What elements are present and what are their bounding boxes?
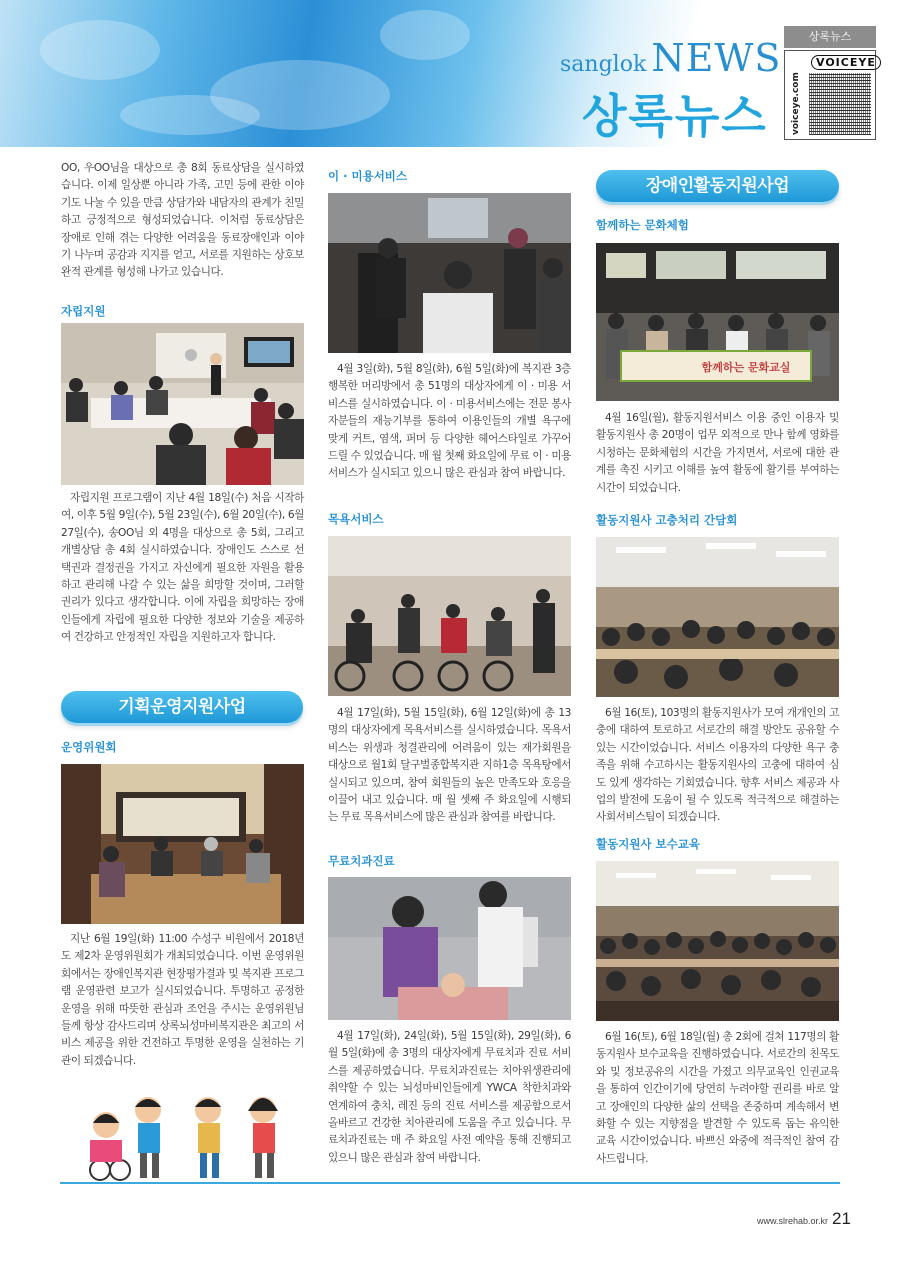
section-title-committee: 운영위원회 [61,740,117,754]
voiceye-side: voiceye.com [791,72,801,135]
photo-committee [61,764,304,924]
independence-body: 자립지원 프로그램이 지난 4월 18일(수) 처음 시작하여, 이후 5월 9일(수), 5월 23일(수), 6월 20일(수), 6월 27일(수), 송OO님 외 4명을 대상으로 총 5회, 그리고 개별상담 총 4회 실시하였습니다. 장애인도 스스로 선택권과 결정권을 가지고 자신에게 필요한 자원을 활용하고 관리해 나갈 수 있는 삶을 희망할 것이며, 그러할 권리가 있다고 생각합니다. 이에 자립을 희망하는 장애인들에게 자립에 필요한 다양한 정보와 기술을 제공하여 건강하고 안정적인 자립을 지원하고자 합니다. [61,492,304,644]
photo-hair [328,193,571,353]
brand-en-big: NEWS [651,36,782,80]
voiceye-title: VOICEYE [811,55,881,70]
hair-body: 4월 3일(화), 5월 8일(화), 6월 5일(화)에 복지관 3층 행복한 머리방에서 총 51명의 대상자에게 이 · 미용 서비스를 실시하였습니다. 이 · 미용서비스에는 전문 봉사자분들의 재능기부를 통하여 이용인들의 개별 욕구에 맞게 커트, 염색, 퍼머 등 다양한 헤어스타일로 가꾸어 드릴 수 있었습니다. 매 월 첫째 화요일에 무료 이 · 미용서비스가 실시되고 있으니 많은 관심과 참여 바랍니다. [328,363,571,480]
brand-english [560,36,781,80]
intro-paragraph: OO, 우OO님을 대상으로 총 8회 동료상담을 실시하였습니다. 이제 일상뿐 아니라 가족, 고민 등에 관한 이야기도 나눌 수 있을 만큼 상담가와 내담자의 관계가 친밀하고 긍정적으로 형성되었습니다. 이처럼 동료상담은 장애로 인해 겪는 다양한 어려움을 동료장애인과 이야기 나누며 공감과 지지를 얻고, 서로를 지원하는 상호보완적 관계를 형성해 나가고 있습니다. [61,162,304,279]
section-title-culture: 함께하는 문화체험 [596,218,689,232]
column-1-lower [61,490,304,647]
bath-text [328,705,571,827]
dental-body: 4월 17일(화), 24일(화), 5월 15일(화), 29일(화), 6월 5일(화)에 총 3명의 대상자에게 무료치과 진료 서비스를 제공하였습니다. 무료치과진료는 치아위생관리에 취약할 수 있는 뇌성마비인들에게 YWCA 착한치과와 연계하여 충치, 레진 등의 진료 서비스를 제공함으로서 올바르고 건강한 치아관리에 도움을 주고 있습니다. 무료치과진료는 매 주 화요일 사전 예약을 통해 진행되고 있으니 많은 관심과 참여 바랍니다. [328,1030,571,1164]
photo-hall-graphic [596,537,839,697]
footer-url[interactable]: www.slrehab.or.kr [757,1216,829,1226]
photo-banner-text: 함께하는 문화교실 [701,361,791,374]
section-title-hair: 이 · 미용서비스 [328,169,408,183]
section-title-education: 활동지원사 보수교육 [596,837,700,851]
grievance-body: 6월 16(토), 103명의 활동지원사가 모여 개개인의 고충에 대하여 토로하고 서로간의 해결 방안도 공유할 수 있는 시간이었습니다. 서비스 이용자의 다양한 욕구 충족을 위해 수고하시는 활동지원사의 고충에 대하여 심도 있게 생각하는 기회였습니다. 향후 서비스 제공과 사업의 발전에 도움이 될 수 있도록 적극적으로 해결하는 사회서비스팀이 되겠습니다. [596,707,839,824]
voiceye-code [784,50,876,140]
photo-audience-graphic [596,861,839,1021]
culture-body: 4월 16일(월), 활동지원서비스 이용 중인 이용자 및 활동지원사 총 20명이 업무 외적으로 만나 함께 영화를 시청하는 문화체험의 시간을 가지면서, 서로에 대한 관계를 촉진 시키고 이해를 높여 활동에 활기를 부여하는 시간이 되었습니다. [596,412,839,494]
photo-meeting-graphic [61,764,304,924]
brand-en-small: sanglok [560,52,647,77]
banner-planning-support: 기획운영지원사업 [61,691,303,723]
footer-divider [60,1182,840,1184]
voiceye-pattern [809,73,871,135]
hair-text [328,361,571,483]
page-number: 21 [832,1209,851,1228]
section-title-grievance: 활동지원사 고충처리 간담회 [596,513,738,527]
photo-bath [328,536,571,696]
children-illustration [78,1085,298,1185]
photo-dental [328,877,571,1020]
dental-text [328,1028,571,1167]
education-body: 6월 16(토), 6월 18일(월) 총 2회에 걸쳐 117명의 활동지원사 보수교육을 진행하였습니다. 서로간의 친목도와 및 정보공유의 시간을 가졌고 의무교육인 인권교육을 통하여 인간이기에 당연히 누려야할 권리를 바로 알고 장애인의 다양한 삶의 선택을 존중하며 계속해서 변화할 수 있는 지향점을 발견할 수 있도록 돕는 유익한 교육 시간이었습니다. 바쁘신 와중에 적극적인 참여 감사드립니다. [596,1031,839,1165]
photo-dental-graphic [328,877,571,1020]
photo-education [596,861,839,1021]
brand-korean: 상록뉴스 [582,89,768,143]
photo-classroom-graphic [61,323,304,485]
section-badge: 상록뉴스 [784,26,876,48]
section-title-bath: 목욕서비스 [328,512,384,526]
education-text [596,1029,839,1168]
section-title-independence: 자립지원 [61,303,106,318]
committee-text [61,931,304,1070]
header-banner [0,0,900,147]
photo-culture-graphic [596,243,839,401]
photo-independence [61,323,304,485]
section-title-dental: 무료치과진료 [328,854,395,868]
bath-body: 4월 17일(화), 5월 15일(화), 6월 12일(화)에 총 13명의 대상자에게 목욕서비스를 실시하였습니다. 목욕서비스는 위생과 청결관리에 어려움이 있는 재가회원을 대상으로 월1회 달구벌종합복지관 지하1층 목욕탕에서 실시되고 있으며, 참여 회원들의 높은 만족도와 호응을 이끌어 내고 있습니다. 매 월 셋째 주 화요일에 시행되는 무료 목욕서비스에 많은 관심과 참여를 바랍니다. [328,707,571,824]
photo-group-graphic [328,536,571,696]
culture-text [596,410,839,497]
photo-grievance [596,537,839,697]
grievance-text [596,705,839,827]
banner-activity-support: 장애인활동지원사업 [596,170,839,202]
committee-body: 지난 6월 19일(화) 11:00 수성구 비원에서 2018년도 제2차 운영위원회가 개최되었습니다. 이번 운영위원회에서는 장애인복지관 현장평가결과 및 복지관 프로그램 운영관련 보고가 실시되었습니다. 투명하고 공정한 운영을 위해 따뜻한 관심과 조언을 주시는 운영위원님들께 항상 감사드리며 상록뇌성마비복지관은 최고의 서비스 제공을 위한 건전하고 투명한 운영을 실천하는 기관이 되겠습니다. [61,933,304,1067]
column-1 [61,160,304,319]
photo-haircut-graphic [328,193,571,353]
photo-culture [596,243,839,401]
